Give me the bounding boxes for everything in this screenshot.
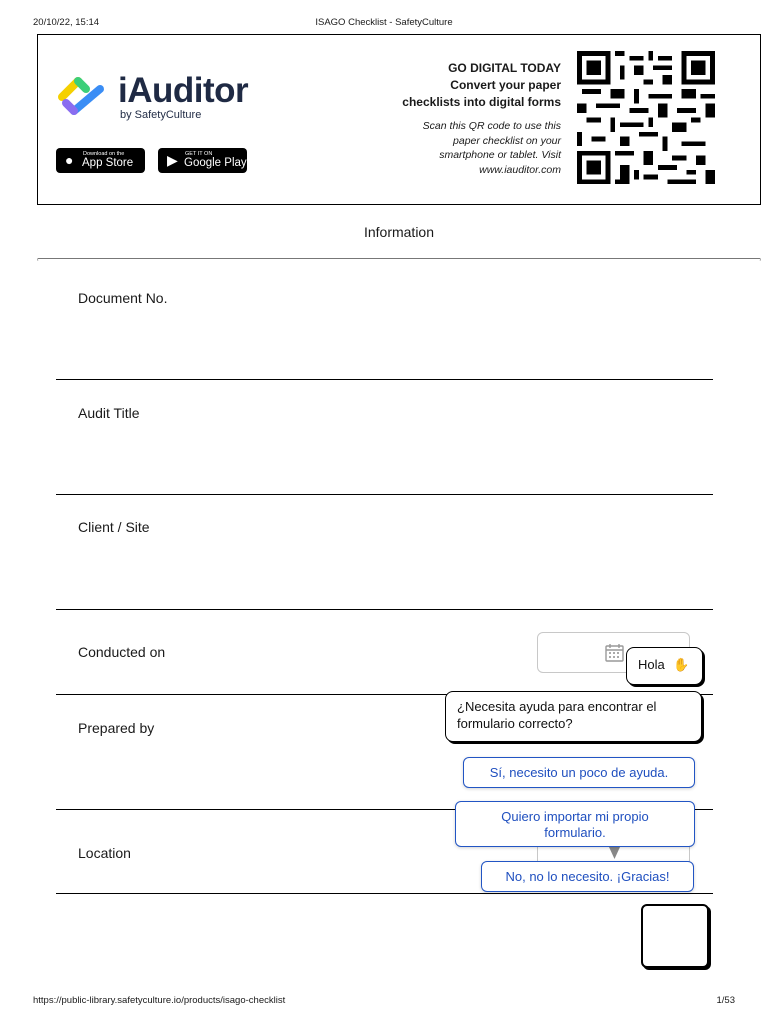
logo-tagline: by SafetyCulture bbox=[120, 109, 202, 121]
iauditor-logo[interactable] bbox=[56, 69, 296, 119]
page-number: 1/53 bbox=[716, 995, 735, 1006]
promo-subline-2: checklists into digital forms bbox=[402, 95, 561, 109]
promo-banner bbox=[37, 34, 761, 205]
print-header bbox=[33, 17, 735, 31]
conducted-on-label: Conducted on bbox=[78, 644, 166, 660]
scan-instruction-1: Scan this QR code to use this bbox=[422, 120, 561, 132]
chat-option-import-line-1: Quiero importar mi propio bbox=[501, 809, 649, 824]
promo-text bbox=[341, 60, 561, 177]
chat-question-line-2: formulario correcto? bbox=[457, 715, 573, 731]
app-store-label: App Store bbox=[82, 157, 134, 169]
iauditor-logo-icon bbox=[56, 69, 112, 121]
scan-instruction-2: paper checklist on your bbox=[453, 134, 561, 147]
google-play-icon: ▶ bbox=[167, 152, 178, 168]
row-divider bbox=[56, 893, 713, 894]
client-site-label: Client / Site bbox=[78, 519, 150, 535]
app-store-badge[interactable] bbox=[56, 148, 145, 173]
print-footer bbox=[33, 995, 735, 1009]
google-play-small-label: GET IT ON bbox=[185, 151, 213, 157]
calendar-icon bbox=[605, 643, 624, 662]
apple-icon: ● bbox=[65, 152, 74, 168]
google-play-badge[interactable] bbox=[158, 148, 247, 173]
row-divider bbox=[56, 494, 713, 495]
chat-option-no-thanks-button[interactable]: No, no lo necesito. ¡Gracias! bbox=[481, 861, 694, 892]
print-datetime: 20/10/22, 15:14 bbox=[33, 17, 100, 28]
waving-hand-icon: ✋ bbox=[673, 657, 690, 672]
app-store-small-label: Download on the bbox=[83, 151, 125, 157]
chat-greeting-bubble bbox=[626, 647, 703, 685]
scan-instruction-3: smartphone or tablet. Visit bbox=[439, 149, 561, 161]
promo-headline: GO DIGITAL TODAY bbox=[448, 61, 561, 75]
chat-question-bubble bbox=[445, 691, 702, 742]
chat-option-import-form-button[interactable] bbox=[455, 801, 695, 847]
logo-wordmark: iAuditor bbox=[118, 71, 249, 110]
document-no-label: Document No. bbox=[78, 290, 168, 306]
section-title: Information bbox=[363, 224, 435, 240]
google-play-label: Google Play bbox=[184, 157, 247, 169]
row-divider bbox=[56, 609, 713, 610]
audit-title-label: Audit Title bbox=[78, 405, 140, 421]
qr-code bbox=[577, 51, 715, 184]
location-label: Location bbox=[78, 845, 131, 861]
chat-question-line-1: ¿Necesita ayuda para encontrar el bbox=[457, 699, 657, 714]
chat-option-need-help-button[interactable]: Sí, necesito un poco de ayuda. bbox=[463, 757, 695, 788]
chat-option-import-line-2: formulario. bbox=[544, 824, 606, 840]
print-title: ISAGO Checklist - SafetyCulture bbox=[315, 17, 453, 28]
chat-launcher-button[interactable] bbox=[641, 904, 709, 968]
chat-greeting-text: Hola bbox=[638, 657, 665, 672]
print-url: https://public-library.safetyculture.io/products/isago-checklist bbox=[33, 995, 286, 1006]
scan-website[interactable]: www.iauditor.com bbox=[479, 163, 561, 176]
prepared-by-label: Prepared by bbox=[78, 720, 155, 736]
promo-subline-1: Convert your paper bbox=[450, 78, 561, 92]
row-divider bbox=[56, 379, 713, 380]
section-divider bbox=[37, 258, 761, 261]
location-pin-icon bbox=[608, 846, 621, 860]
